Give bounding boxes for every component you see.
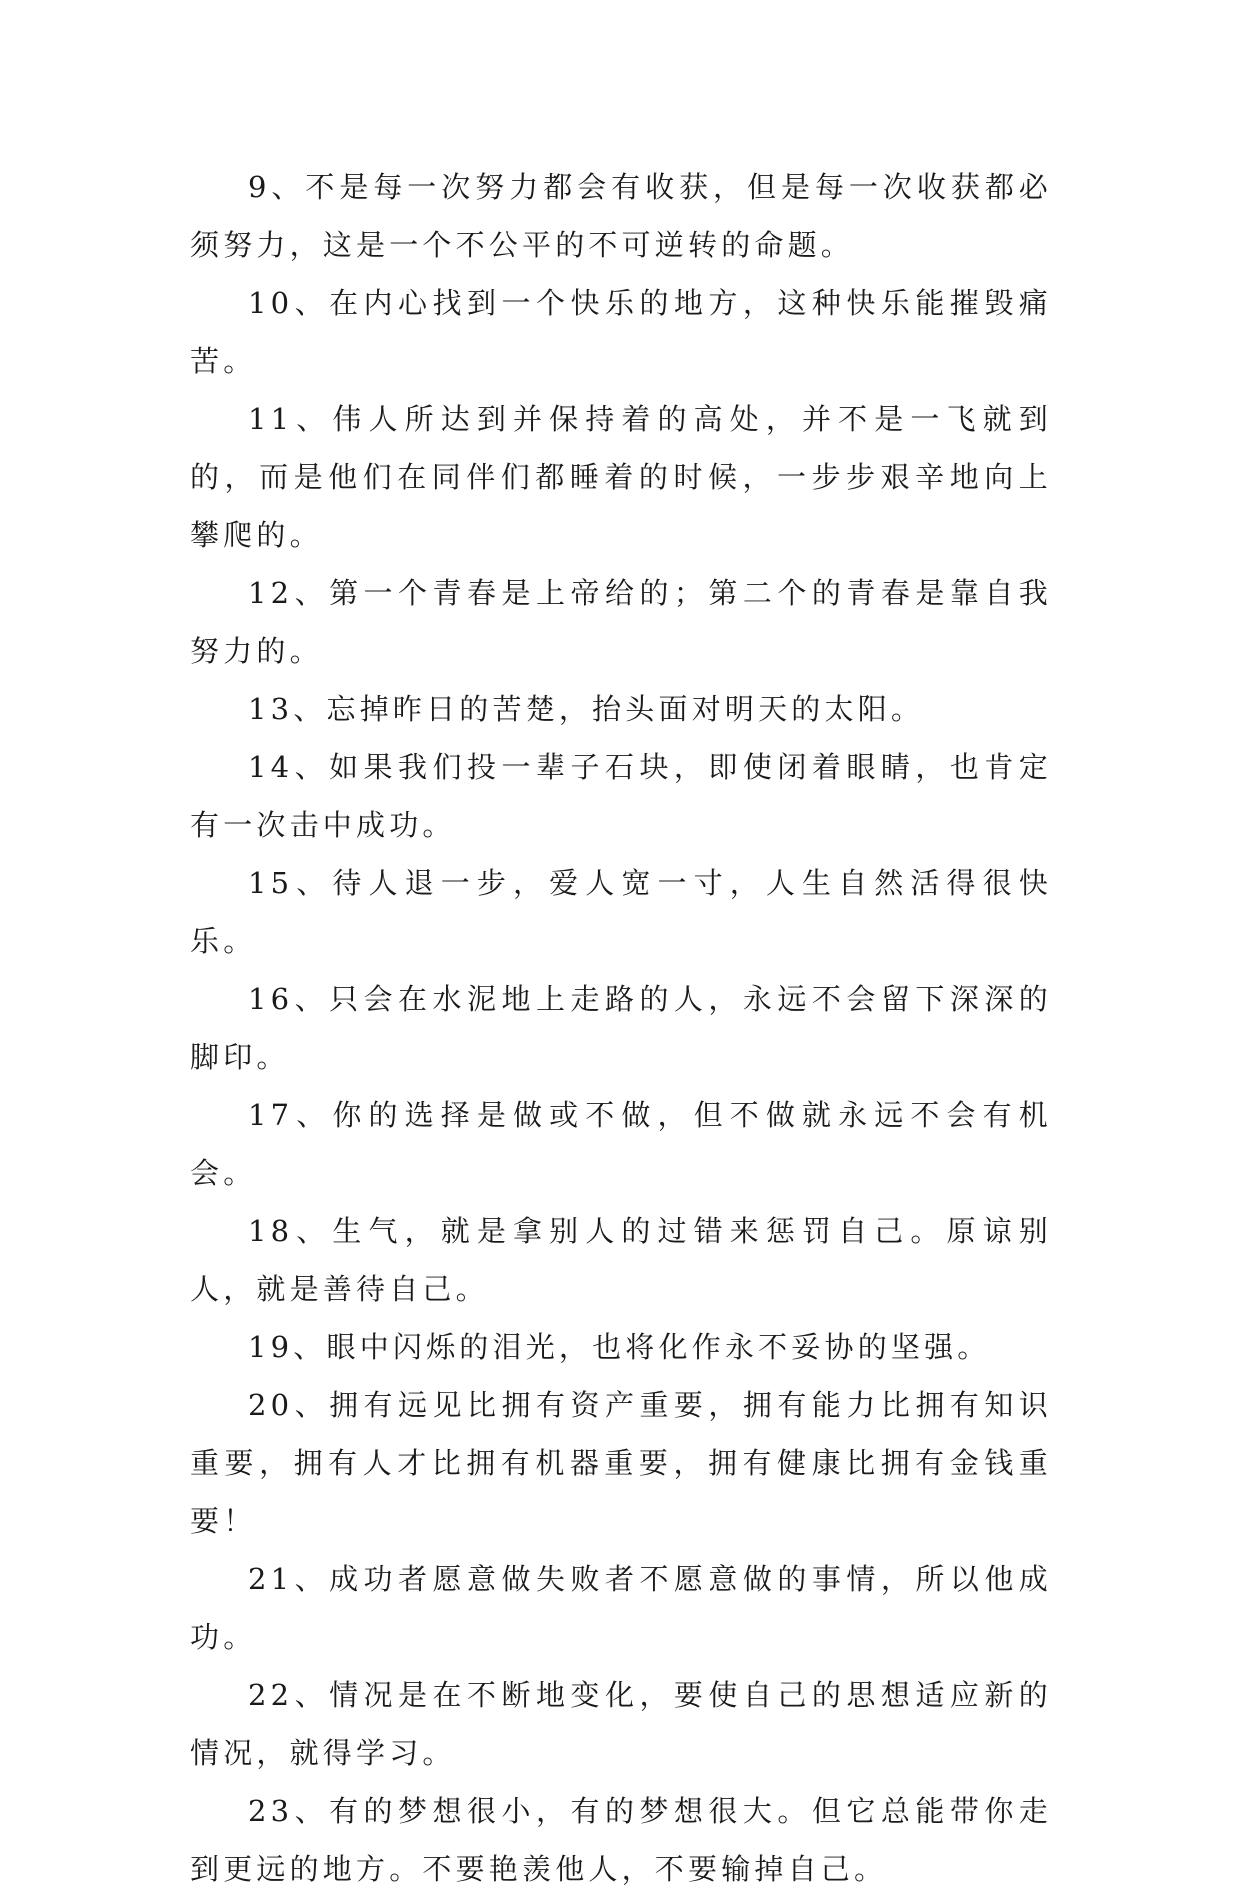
paragraph-11: 11、伟人所达到并保持着的高处，并不是一飞就到的，而是他们在同伴们都睡着的时候，一步步艰辛地向上攀爬的。 [190,402,1052,552]
paragraph-21: 21、成功者愿意做失败者不愿意做的事情，所以他成功。 [190,1562,1052,1654]
paragraph-22: 22、情况是在不断地变化，要使自己的思想适应新的情况，就得学习。 [190,1678,1052,1770]
paragraph-10: 10、在内心找到一个快乐的地方，这种快乐能摧毁痛苦。 [190,286,1052,378]
document-body [190,158,1052,1898]
paragraph-12: 12、第一个青春是上帝给的；第二个的青春是靠自我努力的。 [190,576,1052,668]
paragraph-13: 13、忘掉昨日的苦楚，抬头面对明天的太阳。 [248,692,925,726]
paragraph-9: 9、不是每一次努力都会有收获，但是每一次收获都必须努力，这是一个不公平的不可逆转的命题。 [190,170,1052,262]
paragraph-15: 15、待人退一步，爱人宽一寸，人生自然活得很快乐。 [190,866,1052,958]
paragraph-19: 19、眼中闪烁的泪光，也将化作永不妥协的坚强。 [248,1330,991,1364]
paragraph-16: 16、只会在水泥地上走路的人，永远不会留下深深的脚印。 [190,982,1052,1074]
paragraph-23: 23、有的梦想很小，有的梦想很大。但它总能带你走到更远的地方。不要艳羡他人，不要输掉自己。 [190,1794,1052,1886]
paragraph-18: 18、生气，就是拿别人的过错来惩罚自己。原谅别人，就是善待自己。 [190,1214,1052,1306]
paragraph-14: 14、如果我们投一辈子石块，即使闭着眼睛，也肯定有一次击中成功。 [190,750,1052,842]
paragraph-20: 20、拥有远见比拥有资产重要，拥有能力比拥有知识重要，拥有人才比拥有机器重要，拥有健康比拥有金钱重要！ [190,1388,1052,1538]
paragraph-17: 17、你的选择是做或不做，但不做就永远不会有机会。 [190,1098,1052,1190]
